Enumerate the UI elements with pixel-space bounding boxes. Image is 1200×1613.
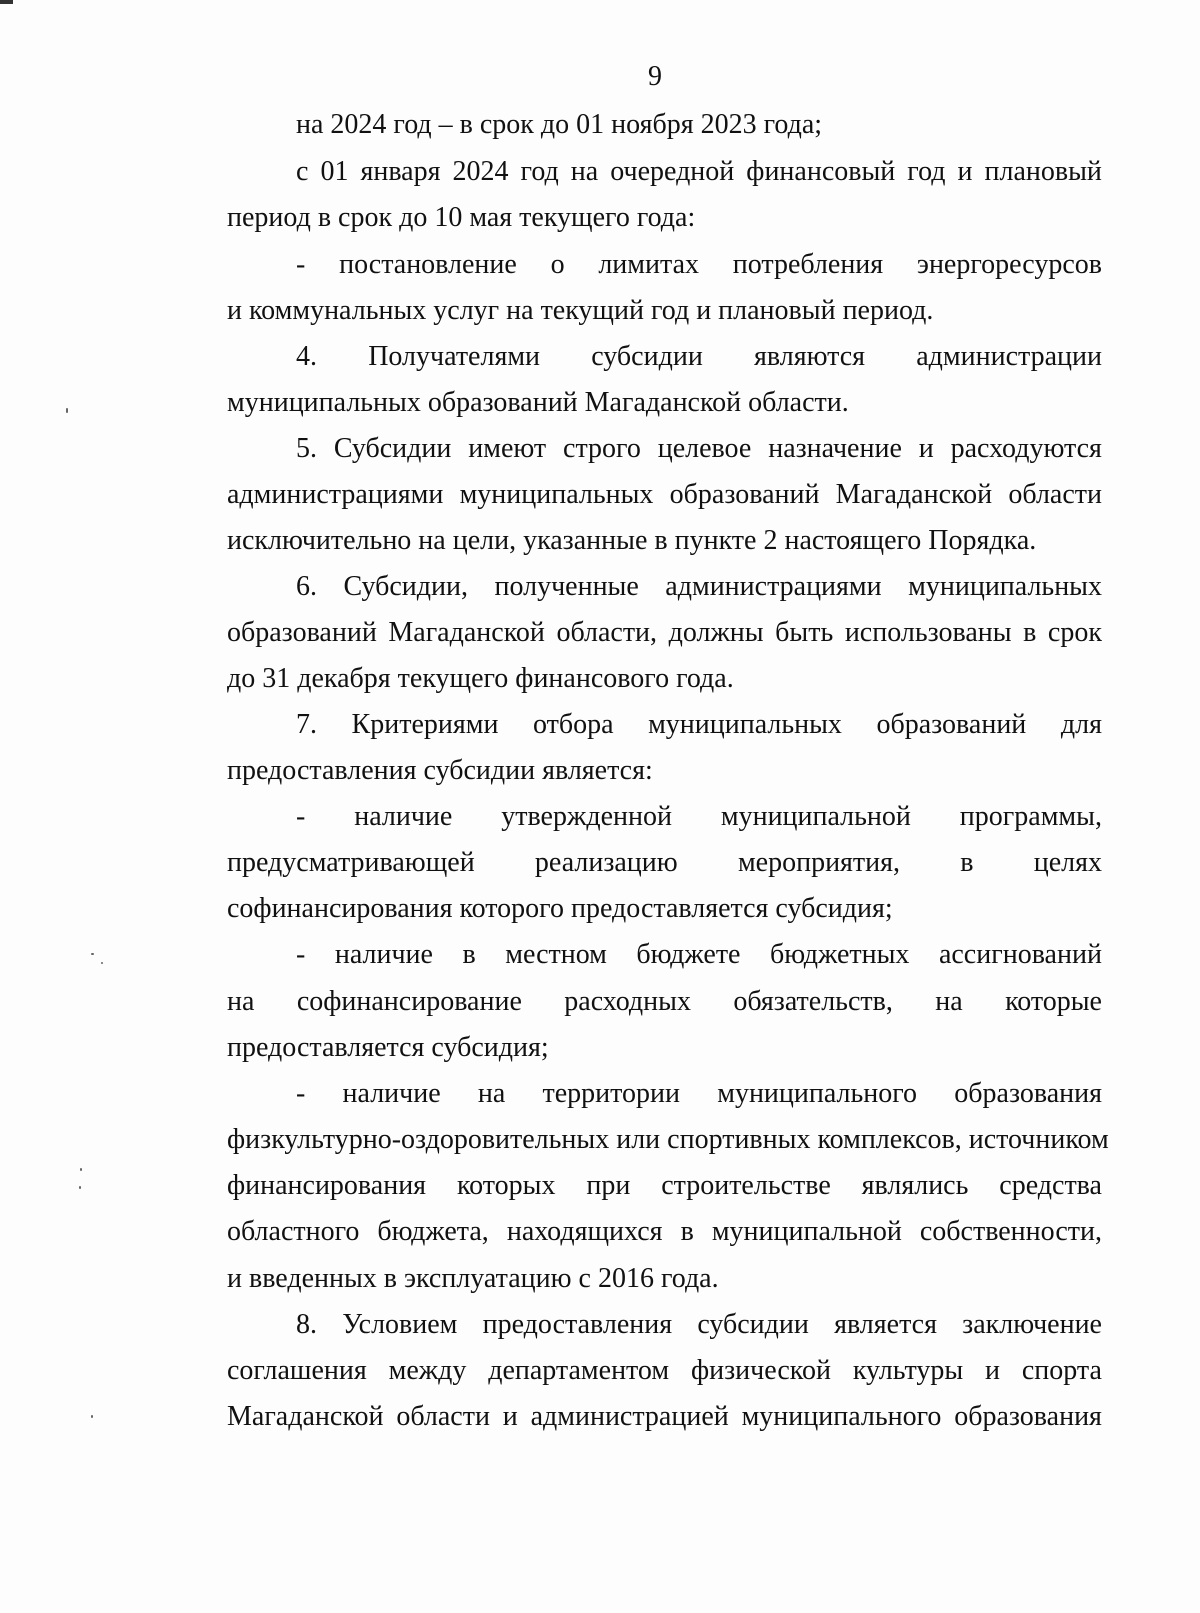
scan-speck: [91, 953, 94, 955]
scan-speck: [80, 1168, 82, 1171]
text-word: 8.: [296, 1309, 317, 1340]
text-word: января: [360, 156, 441, 187]
text-word: потребления: [732, 249, 884, 280]
text-word: на 2024 год – в срок до 01 ноября 2023 года;: [296, 109, 823, 140]
text-word: реализацию: [534, 847, 678, 878]
text-word: субсидии: [697, 1309, 809, 1340]
text-word: год: [907, 156, 946, 187]
text-word: муниципальной: [711, 1216, 902, 1247]
text-line: [227, 985, 1102, 1019]
text-word: наличие: [334, 939, 433, 970]
text-word: образований: [669, 479, 820, 510]
text-word: бюджетных: [770, 939, 910, 970]
text-word: Субсидии,: [343, 571, 468, 602]
text-line: [296, 108, 1102, 142]
text-word: исключительно на цели, указанные в пункте 2 настоящего Порядка.: [227, 525, 1037, 556]
text-word: целевое: [657, 433, 752, 464]
text-word: средства: [999, 1170, 1102, 1201]
scan-speck: [66, 408, 68, 413]
text-word: полученные: [494, 571, 639, 602]
text-word: до 31 декабря текущего финансового года.: [227, 663, 734, 694]
text-line: [296, 570, 1102, 604]
text-word: предусматривающей: [227, 847, 475, 878]
text-word: предоставления субсидии является:: [227, 755, 653, 786]
text-word: в: [1023, 617, 1037, 648]
text-word: муниципального: [717, 1078, 918, 1109]
text-word: в: [960, 847, 974, 878]
scan-corner-mark: [0, 0, 13, 4]
text-word: на: [570, 156, 599, 187]
scan-speck: [91, 1415, 93, 1418]
text-word: на: [477, 1078, 506, 1109]
text-word: муниципальной: [720, 801, 911, 832]
text-line: [296, 1308, 1102, 1342]
text-word: на: [227, 986, 255, 1017]
text-line: [296, 1077, 1102, 1111]
text-word: постановление: [339, 249, 517, 280]
text-word: образований: [876, 709, 1027, 740]
text-line: [296, 800, 1102, 834]
text-word: являлись: [861, 1170, 969, 1201]
text-word: администрациями: [227, 479, 444, 510]
text-word: расходных: [564, 986, 691, 1017]
scan-speck: [79, 1186, 81, 1189]
text-word: которые: [1005, 986, 1102, 1017]
text-word: предоставления: [482, 1309, 673, 1340]
text-word: при: [586, 1170, 631, 1201]
text-word: бюджете: [636, 939, 741, 970]
text-word: 01: [320, 156, 349, 187]
text-word: строительстве: [661, 1170, 831, 1201]
text-line: [227, 294, 1102, 328]
text-line: [227, 524, 1102, 558]
text-word: областного: [227, 1216, 360, 1247]
text-line: [227, 754, 1102, 788]
text-word: должны: [668, 617, 764, 648]
text-word: местном: [505, 939, 607, 970]
page-number: 9: [648, 61, 662, 92]
text-line: [296, 938, 1102, 972]
text-word: мероприятия,: [737, 847, 901, 878]
text-word: собственности,: [919, 1216, 1102, 1247]
text-word: соглашения: [227, 1355, 367, 1386]
text-word: области: [1008, 479, 1102, 510]
text-word: энергоресурсов: [916, 249, 1102, 280]
text-word: предоставляется субсидия;: [227, 1032, 549, 1063]
text-word: быть: [775, 617, 834, 648]
text-word: 7.: [296, 709, 317, 740]
text-word: администрациями: [665, 571, 882, 602]
text-word: муниципальных: [648, 709, 842, 740]
text-line: [227, 201, 1102, 235]
text-word: администрацией: [530, 1401, 729, 1432]
text-word: которых: [456, 1170, 556, 1201]
text-word: физической: [690, 1355, 831, 1386]
text-word: в: [680, 1216, 694, 1247]
text-word: муниципальных образований Магаданской области.: [227, 387, 849, 418]
text-line: [227, 892, 1102, 926]
text-word: администрации: [916, 341, 1102, 372]
text-line: [227, 662, 1102, 696]
text-word: заключение: [962, 1309, 1102, 1340]
text-word: использованы: [844, 617, 1012, 648]
text-word: наличие: [342, 1078, 441, 1109]
text-line: [227, 478, 1102, 512]
text-word: 5.: [296, 433, 317, 464]
text-line: [227, 1031, 1102, 1065]
text-word: -: [296, 1078, 306, 1109]
text-line: [227, 386, 1102, 420]
text-line: [227, 1400, 1102, 1434]
text-line: [227, 1215, 1102, 1249]
text-word: 6.: [296, 571, 317, 602]
text-word: -: [296, 939, 306, 970]
text-word: культуры: [852, 1355, 964, 1386]
text-word: утвержденной: [501, 801, 672, 832]
text-word: Получателями: [368, 341, 541, 372]
text-line: [296, 708, 1102, 742]
text-word: и: [502, 1401, 518, 1432]
text-word: области,: [556, 617, 658, 648]
text-line: [227, 846, 1102, 880]
text-word: о: [550, 249, 565, 280]
text-line: [296, 155, 1102, 189]
text-word: -: [296, 249, 306, 280]
text-word: образования: [954, 1078, 1102, 1109]
text-word: муниципального: [741, 1401, 942, 1432]
text-word: строго: [563, 433, 641, 464]
text-word: образований: [227, 617, 377, 648]
text-line: [296, 432, 1102, 466]
text-line: [227, 1262, 1102, 1296]
text-word: год: [520, 156, 559, 187]
text-word: 4.: [296, 341, 317, 372]
text-word: на: [935, 986, 963, 1017]
text-word: целях: [1033, 847, 1102, 878]
text-word: спорта: [1021, 1355, 1102, 1386]
text-word: в: [462, 939, 476, 970]
text-word: и коммунальных услуг на текущий год и плановый период.: [227, 295, 934, 326]
text-word: софинансирование: [296, 986, 522, 1017]
text-word: назначение: [768, 433, 902, 464]
text-line: [227, 616, 1102, 650]
text-word: имеют: [468, 433, 547, 464]
text-word: бюджета,: [377, 1216, 489, 1247]
text-word: отбора: [532, 709, 614, 740]
text-word: Магаданской: [835, 479, 993, 510]
text-word: и: [957, 156, 973, 187]
text-word: ассигнований: [938, 939, 1102, 970]
text-word: программы,: [959, 801, 1102, 832]
text-word: субсидии: [591, 341, 703, 372]
text-word: образования: [954, 1401, 1102, 1432]
text-word: финансирования: [227, 1170, 427, 1201]
text-word: являются: [754, 341, 866, 372]
text-line: [227, 1169, 1102, 1203]
text-word: для: [1060, 709, 1102, 740]
text-line: [227, 1123, 1109, 1157]
text-word: обязательств,: [733, 986, 893, 1017]
text-word: физкультурно-оздоровительных или спортивных комплексов, источником: [227, 1124, 1109, 1155]
text-word: 2024: [452, 156, 509, 187]
text-word: и: [918, 433, 934, 464]
text-word: период в срок до 10 мая текущего года:: [227, 202, 696, 233]
text-word: находящихся: [506, 1216, 663, 1247]
text-word: с: [296, 156, 309, 187]
text-line: [296, 248, 1102, 282]
text-word: Субсидии: [333, 433, 452, 464]
text-word: Магаданской: [388, 617, 545, 648]
text-word: финансовый: [746, 156, 896, 187]
text-word: наличие: [354, 801, 453, 832]
text-word: -: [296, 801, 306, 832]
text-line: [296, 340, 1102, 374]
text-word: департаментом: [488, 1355, 670, 1386]
text-word: софинансирования которого предоставляется субсидия;: [227, 893, 893, 924]
text-word: области: [396, 1401, 490, 1432]
text-word: Магаданской: [227, 1401, 384, 1432]
text-word: территории: [542, 1078, 680, 1109]
text-word: Критериями: [351, 709, 499, 740]
text-word: муниципальных: [459, 479, 654, 510]
text-word: является: [834, 1309, 937, 1340]
text-line: [227, 1354, 1102, 1388]
text-word: муниципальных: [908, 571, 1102, 602]
text-word: расходуются: [950, 433, 1102, 464]
scan-speck: [101, 962, 103, 964]
text-word: и: [985, 1355, 1000, 1386]
text-word: Условием: [342, 1309, 458, 1340]
text-word: лимитах: [598, 249, 699, 280]
text-word: и введенных в эксплуатацию с 2016 года.: [227, 1263, 719, 1294]
text-word: очередной: [610, 156, 735, 187]
text-word: плановый: [984, 156, 1102, 187]
text-word: срок: [1047, 617, 1102, 648]
text-word: между: [388, 1355, 467, 1386]
